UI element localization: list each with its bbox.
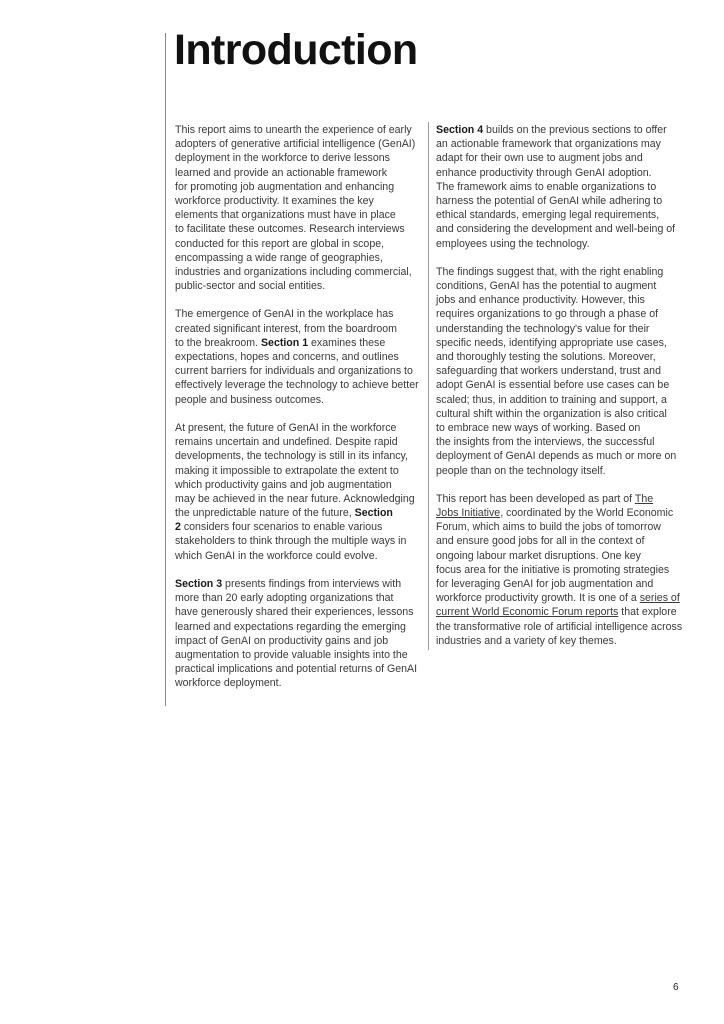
text-segment: examines these	[308, 336, 386, 349]
text-segment: expectations, hopes and concerns, and outlines	[175, 351, 399, 363]
text-segment: people than on the technology itself.	[436, 464, 606, 477]
text-segment: workforce productivity. It examines the key	[175, 194, 374, 207]
text-line	[175, 478, 419, 492]
text-segment: presents findings from interviews with	[222, 578, 402, 590]
text-line	[175, 605, 419, 619]
text-line	[175, 222, 419, 236]
text-segment: specific needs, identifying appropriate use cases,	[436, 336, 667, 349]
text-line	[175, 364, 419, 378]
text-segment: focus area for the initiative is promoting strategies	[436, 563, 670, 576]
text-segment: At present, the future of GenAI in the workforce	[175, 421, 397, 434]
text-line	[436, 563, 682, 577]
text-segment: The findings suggest that, with the right enabling	[436, 265, 664, 278]
text-segment: requires organizations to go through a phase of	[436, 308, 659, 321]
text-line	[436, 549, 682, 563]
text-segment: harness the potential of GenAI while adhering to	[436, 194, 663, 207]
text-line	[175, 350, 419, 364]
text-segment: for promoting job augmentation and enhancing	[175, 180, 395, 193]
inline-link[interactable]: current World Economic Forum reports	[436, 606, 619, 619]
text-line	[436, 336, 682, 350]
text-line	[175, 634, 419, 648]
text-line	[175, 464, 419, 478]
left-column	[175, 123, 419, 691]
text-line	[436, 620, 682, 634]
text-segment: and considering the development and well-being of	[436, 223, 676, 236]
text-line	[175, 180, 419, 194]
text-segment: adopters of generative artificial intelligence (GenAI)	[175, 138, 416, 151]
text-segment: public-sector and social entities.	[175, 280, 326, 293]
text-line	[436, 151, 682, 165]
text-segment: impact of GenAI on productivity gains and job	[175, 634, 389, 647]
text-segment: for leveraging GenAI for job augmentation and	[436, 578, 654, 590]
text-segment: to embrace new ways of working. Based on	[436, 421, 641, 434]
section-reference: Section 3	[175, 578, 223, 590]
text-line	[175, 534, 419, 548]
text-segment: remains uncertain and undefined. Despite rapid	[175, 436, 398, 449]
text-segment: that explore	[618, 606, 677, 619]
text-line	[175, 137, 419, 151]
text-segment: scaled; thus, in addition to training and support, a	[436, 393, 667, 406]
text-segment: an actionable framework that organizations may	[436, 138, 661, 151]
text-segment: The framework aims to enable organizations to	[436, 180, 657, 193]
text-segment: to facilitate these outcomes. Research interviews	[175, 223, 405, 236]
text-segment: to the breakroom.	[175, 336, 261, 349]
text-segment: learned and provide an actionable framework	[175, 166, 388, 179]
text-segment: which productivity gains and job augmentation	[175, 478, 392, 491]
text-line	[436, 265, 682, 279]
text-segment: builds on the previous sections to offer	[483, 124, 667, 136]
text-segment: ethical standards, emerging legal requirements,	[436, 209, 660, 222]
text-segment: learned and expectations regarding the emerging	[175, 620, 406, 633]
text-segment: encompassing a wide range of geographies,	[175, 251, 383, 264]
text-segment: safeguarding that workers understand, trust and	[436, 365, 661, 378]
text-line	[175, 378, 419, 392]
paragraph-break	[436, 251, 682, 265]
text-line	[175, 265, 419, 279]
text-line	[436, 208, 682, 222]
text-segment: industries and organizations including commercial,	[175, 265, 412, 278]
text-line	[436, 591, 682, 605]
text-line	[436, 123, 682, 137]
text-segment: workforce deployment.	[175, 677, 282, 690]
text-line	[436, 492, 682, 506]
text-segment: augmentation to provide valuable insights into the	[175, 648, 408, 661]
text-line	[436, 350, 682, 364]
page-title: Introduction	[174, 26, 418, 74]
text-segment: effectively leverage the technology to achieve better	[175, 379, 419, 392]
section-reference: 2	[175, 521, 181, 534]
inline-link[interactable]: Jobs Initiative	[436, 507, 501, 520]
text-line	[175, 506, 419, 520]
text-segment: which GenAI in the workforce could evolve.	[175, 549, 378, 562]
text-line	[436, 307, 682, 321]
paragraph-break	[436, 478, 682, 492]
section-reference: Section 4	[436, 124, 484, 136]
column-divider	[428, 122, 429, 650]
text-segment: The emergence of GenAI in the workplace has	[175, 308, 394, 321]
text-line	[436, 407, 682, 421]
text-segment: understanding the technology's value for their	[436, 322, 650, 335]
paragraph-break	[175, 563, 419, 577]
text-segment: deployment of GenAI depends as much or more on	[436, 450, 677, 463]
text-line	[175, 520, 419, 534]
paragraph-break	[175, 407, 419, 421]
text-segment: making it impossible to extrapolate the extent to	[175, 464, 399, 477]
text-segment: the unpredictable nature of the future,	[175, 507, 355, 520]
text-segment: employees using the technology.	[436, 237, 590, 250]
text-segment: the transformative role of artificial intelligence across	[436, 620, 683, 633]
text-segment: and thoroughly testing the solutions. Moreover,	[436, 351, 656, 363]
text-line	[436, 322, 682, 336]
text-line	[436, 464, 682, 478]
text-line	[175, 123, 419, 137]
text-line	[175, 237, 419, 251]
text-segment: enhance productivity through GenAI adoption.	[436, 166, 652, 179]
text-line	[436, 137, 682, 151]
text-segment: ongoing labour market disruptions. One key	[436, 549, 641, 562]
text-segment: adapt for their own use to augment jobs and	[436, 152, 643, 165]
text-segment: have generously shared their experiences, lessons	[175, 606, 414, 619]
text-line	[436, 378, 682, 392]
text-line	[175, 676, 419, 690]
text-line	[436, 194, 682, 208]
text-segment: workforce productivity growth. It is one of a	[436, 592, 640, 605]
text-line	[175, 662, 419, 676]
text-line	[436, 180, 682, 194]
text-segment: and ensure good jobs for all in the context of	[436, 535, 645, 548]
text-line	[436, 634, 682, 648]
text-segment: , coordinated by the World Economic	[500, 507, 674, 520]
text-segment: conditions, GenAI has the potential to augment	[436, 280, 657, 293]
text-segment: jobs and enhance productivity. However, this	[436, 294, 645, 307]
inline-link[interactable]: series of	[639, 592, 680, 605]
text-line	[175, 194, 419, 208]
text-segment: elements that organizations must have in place	[175, 209, 396, 222]
text-line	[175, 435, 419, 449]
page-number: 6	[673, 982, 679, 993]
text-segment: stakeholders to think through the multiple ways in	[175, 535, 407, 548]
section-reference: Section 1	[260, 336, 309, 349]
text-segment: This report has been developed as part of	[436, 492, 635, 505]
section-reference: Section	[354, 507, 393, 520]
text-line	[175, 549, 419, 563]
text-segment: current barriers for individuals and organizations to	[175, 365, 413, 378]
text-line	[175, 449, 419, 463]
text-line	[436, 577, 682, 591]
text-line	[436, 449, 682, 463]
text-segment: conducted for this report are global in scope,	[175, 237, 385, 250]
paragraph-break	[175, 293, 419, 307]
text-segment: industries and a variety of key themes.	[436, 634, 617, 647]
text-line	[436, 393, 682, 407]
text-line	[175, 307, 419, 321]
text-line	[175, 151, 419, 165]
left-margin-rule	[165, 33, 166, 706]
text-line	[436, 506, 682, 520]
text-line	[175, 251, 419, 265]
text-line	[436, 435, 682, 449]
text-line	[175, 492, 419, 506]
text-line	[175, 279, 419, 293]
text-line	[436, 237, 682, 251]
text-line	[175, 577, 419, 591]
text-segment: adopt GenAI is essential before use cases can be	[436, 379, 670, 392]
text-line	[436, 364, 682, 378]
text-line	[436, 534, 682, 548]
text-segment: practical implications and potential returns of GenAI	[175, 663, 418, 676]
text-line	[436, 222, 682, 236]
text-segment: more than 20 early adopting organizations that	[175, 592, 394, 605]
text-line	[436, 166, 682, 180]
text-segment: the insights from the interviews, the successful	[436, 436, 655, 449]
text-segment: This report aims to unearth the experience of early	[175, 124, 412, 136]
text-line	[175, 591, 419, 605]
right-column	[436, 123, 682, 648]
text-segment: may be achieved in the near future. Acknowledging	[175, 492, 415, 505]
text-line	[436, 293, 682, 307]
text-line	[175, 648, 419, 662]
text-segment: deployment in the workforce to derive lessons	[175, 152, 390, 165]
text-line	[175, 393, 419, 407]
text-segment: considers four scenarios to enable various	[180, 521, 383, 534]
text-line	[175, 322, 419, 336]
text-segment: created significant interest, from the boardroom	[175, 322, 397, 335]
text-line	[436, 421, 682, 435]
text-segment: cultural shift within the organization is also critical	[436, 407, 667, 420]
inline-link[interactable]: The	[634, 492, 654, 505]
text-segment: Forum, which aims to build the jobs of tomorrow	[436, 521, 661, 534]
text-line	[175, 620, 419, 634]
text-line	[436, 279, 682, 293]
text-line	[436, 520, 682, 534]
text-line	[436, 605, 682, 619]
text-line	[175, 336, 419, 350]
text-line	[175, 166, 419, 180]
text-segment: developments, the technology is still in its infancy,	[175, 450, 408, 463]
text-line	[175, 421, 419, 435]
text-segment: people and business outcomes.	[175, 393, 325, 406]
text-line	[175, 208, 419, 222]
